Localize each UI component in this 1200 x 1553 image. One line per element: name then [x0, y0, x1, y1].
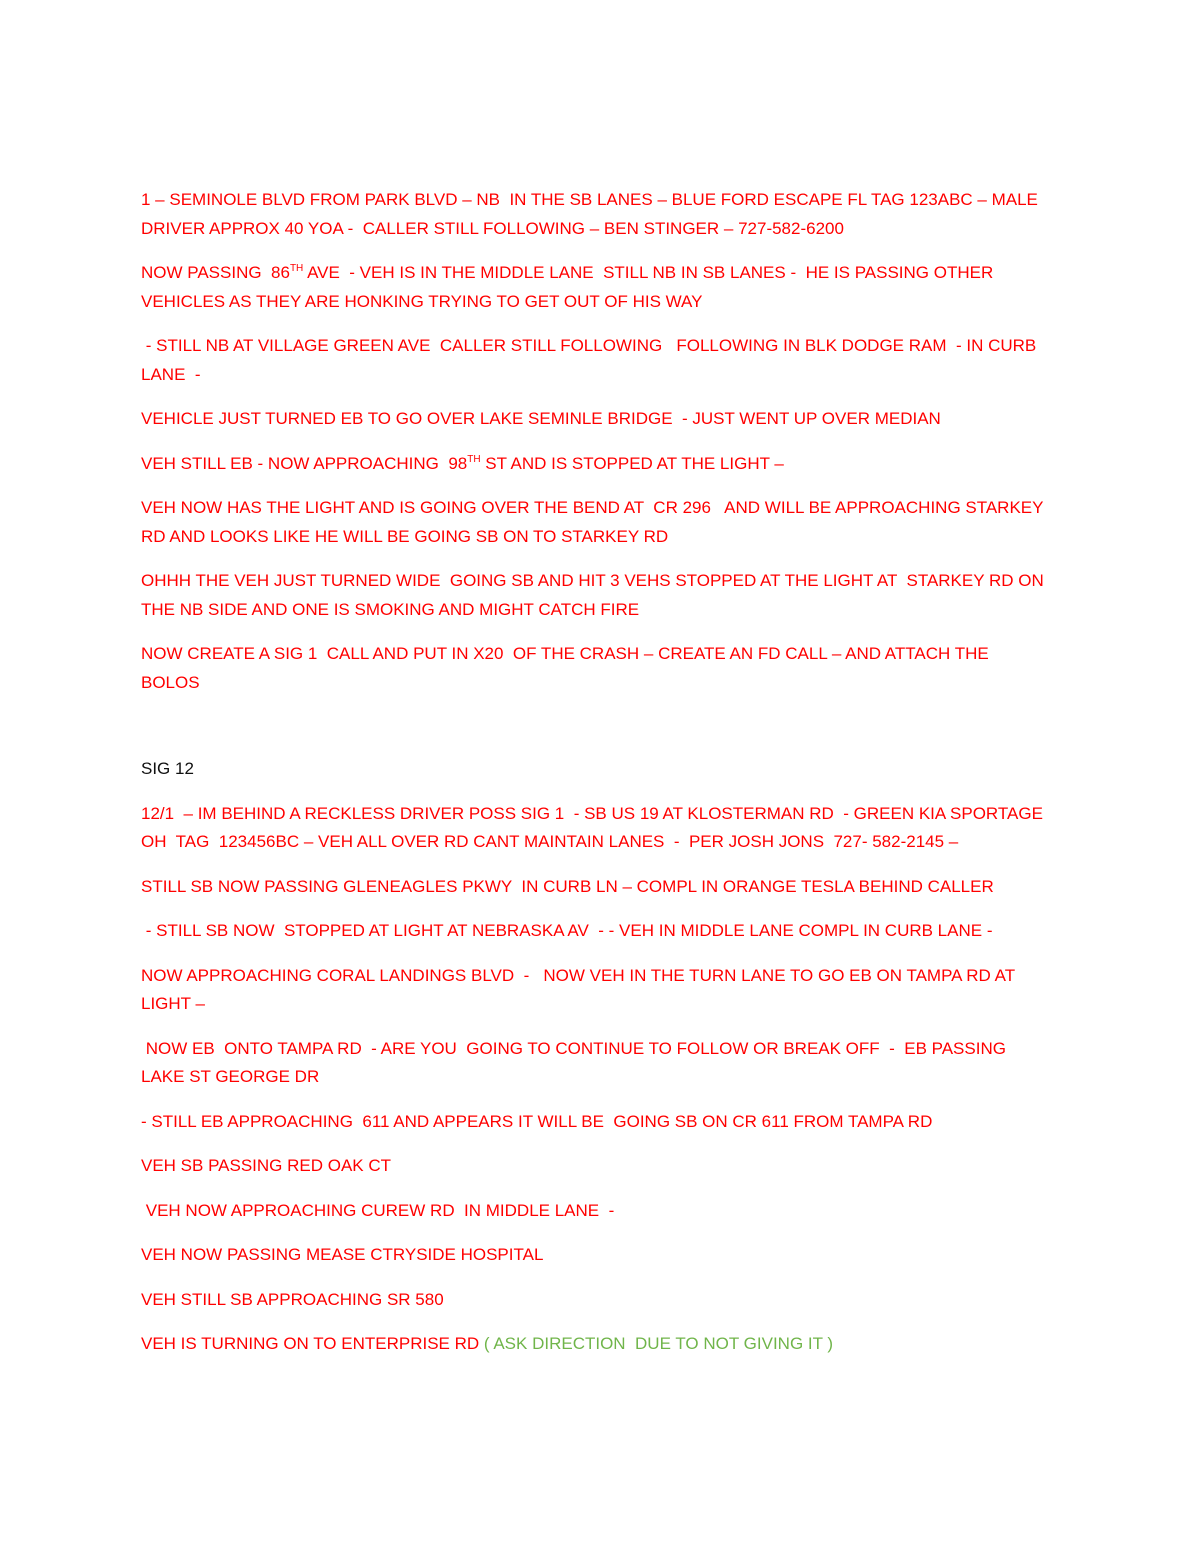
text-segment: ST AND IS STOPPED AT THE LIGHT –: [480, 453, 784, 473]
document-page: [141, 186, 1051, 1375]
paragraph-gleneagles: STILL SB NOW PASSING GLENEAGLES PKWY IN CURB LN – COMPL IN ORANGE TESLA BEHIND CALLER: [141, 876, 994, 896]
paragraph-cr-611: - STILL EB APPROACHING 611 AND APPEARS IT WILL BE GOING SB ON CR 611 FROM TAMPA RD: [141, 1111, 933, 1131]
text-segment: VEH STILL EB - NOW APPROACHING 98: [141, 453, 468, 473]
paragraph-initial-report: 1 – SEMINOLE BLVD FROM PARK BLVD – NB IN THE SB LANES – BLUE FORD ESCAPE FL TAG 123ABC – MALE DRIVER APPROX 40 YOA - CALLER STILL FOLLOWING – BEN STINGER – 727-582-6200: [141, 190, 1043, 238]
section-heading-sig-12: SIG 12: [141, 759, 194, 778]
green-note: ( ASK DIRECTION DUE TO NOT GIVING IT ): [483, 1334, 834, 1353]
text-segment: AVE - VEH IS IN THE MIDDLE LANE STILL NB IN SB LANES - HE IS PASSING OTHER VEHICLES AS THEY ARE HONKING TRYING TO GET OUT OF HIS WAY: [141, 263, 998, 311]
ordinal-suffix: TH: [289, 263, 304, 274]
paragraph-red-oak: VEH SB PASSING RED OAK CT: [141, 1156, 392, 1175]
paragraph-curlew: VEH NOW APPROACHING CUREW RD IN MIDDLE LANE -: [141, 1200, 615, 1220]
paragraph-reckless-driver: 12/1 – IM BEHIND A RECKLESS DRIVER POSS SIG 1 - SB US 19 AT KLOSTERMAN RD - GREEN KIA SPORTAGE OH TAG 123456BC – VEH ALL OVER RD CANT MAINTAIN LANES - PER JOSH JONS 727- 582-2145 –: [141, 803, 1048, 851]
paragraph-sr-580: VEH STILL SB APPROACHING SR 580: [141, 1289, 444, 1309]
paragraph-village-green: - STILL NB AT VILLAGE GREEN AVE CALLER STILL FOLLOWING FOLLOWING IN BLK DODGE RAM - IN CURB LANE -: [141, 336, 1041, 384]
paragraph-create-call: NOW CREATE A SIG 1 CALL AND PUT IN X20 OF THE CRASH – CREATE AN FD CALL – AND ATTACH THE BOLOS: [141, 644, 994, 692]
paragraph-enterprise-rd: [141, 1330, 1051, 1359]
paragraph-tampa-rd: NOW EB ONTO TAMPA RD - ARE YOU GOING TO CONTINUE TO FOLLOW OR BREAK OFF - EB PASSING LAKE ST GEORGE DR: [141, 1038, 1011, 1086]
text-segment: NOW PASSING 86: [141, 263, 290, 282]
paragraph-coral-landings: NOW APPROACHING CORAL LANDINGS BLVD - NOW VEH IN THE TURN LANE TO GO EB ON TAMPA RD AT LIGHT –: [141, 965, 1020, 1013]
text-segment: VEH IS TURNING ON TO ENTERPRISE RD: [141, 1334, 484, 1353]
ordinal-suffix: TH: [467, 453, 481, 465]
paragraph-turned-eb: VEHICLE JUST TURNED EB TO GO OVER LAKE SEMINLE BRIDGE - JUST WENT UP OVER MEDIAN: [141, 409, 941, 428]
paragraph-cr-296: VEH NOW HAS THE LIGHT AND IS GOING OVER THE BEND AT CR 296 AND WILL BE APPROACHING STARKEY RD AND LOOKS LIKE HE WILL BE GOING SB ON TO STARKEY RD: [141, 498, 1048, 546]
paragraph-passing-86th: [141, 259, 1051, 316]
paragraph-nebraska: - STILL SB NOW STOPPED AT LIGHT AT NEBRASKA AV - - VEH IN MIDDLE LANE COMPL IN CURB LANE -: [141, 921, 993, 940]
paragraph-mease: VEH NOW PASSING MEASE CTRYSIDE HOSPITAL: [141, 1245, 544, 1264]
paragraph-crash: OHHH THE VEH JUST TURNED WIDE GOING SB AND HIT 3 VEHS STOPPED AT THE LIGHT AT STARKEY RD ON THE NB SIDE AND ONE IS SMOKING AND MIGHT CATCH FIRE: [141, 571, 1049, 619]
paragraph-approaching-98th: [141, 450, 1051, 479]
